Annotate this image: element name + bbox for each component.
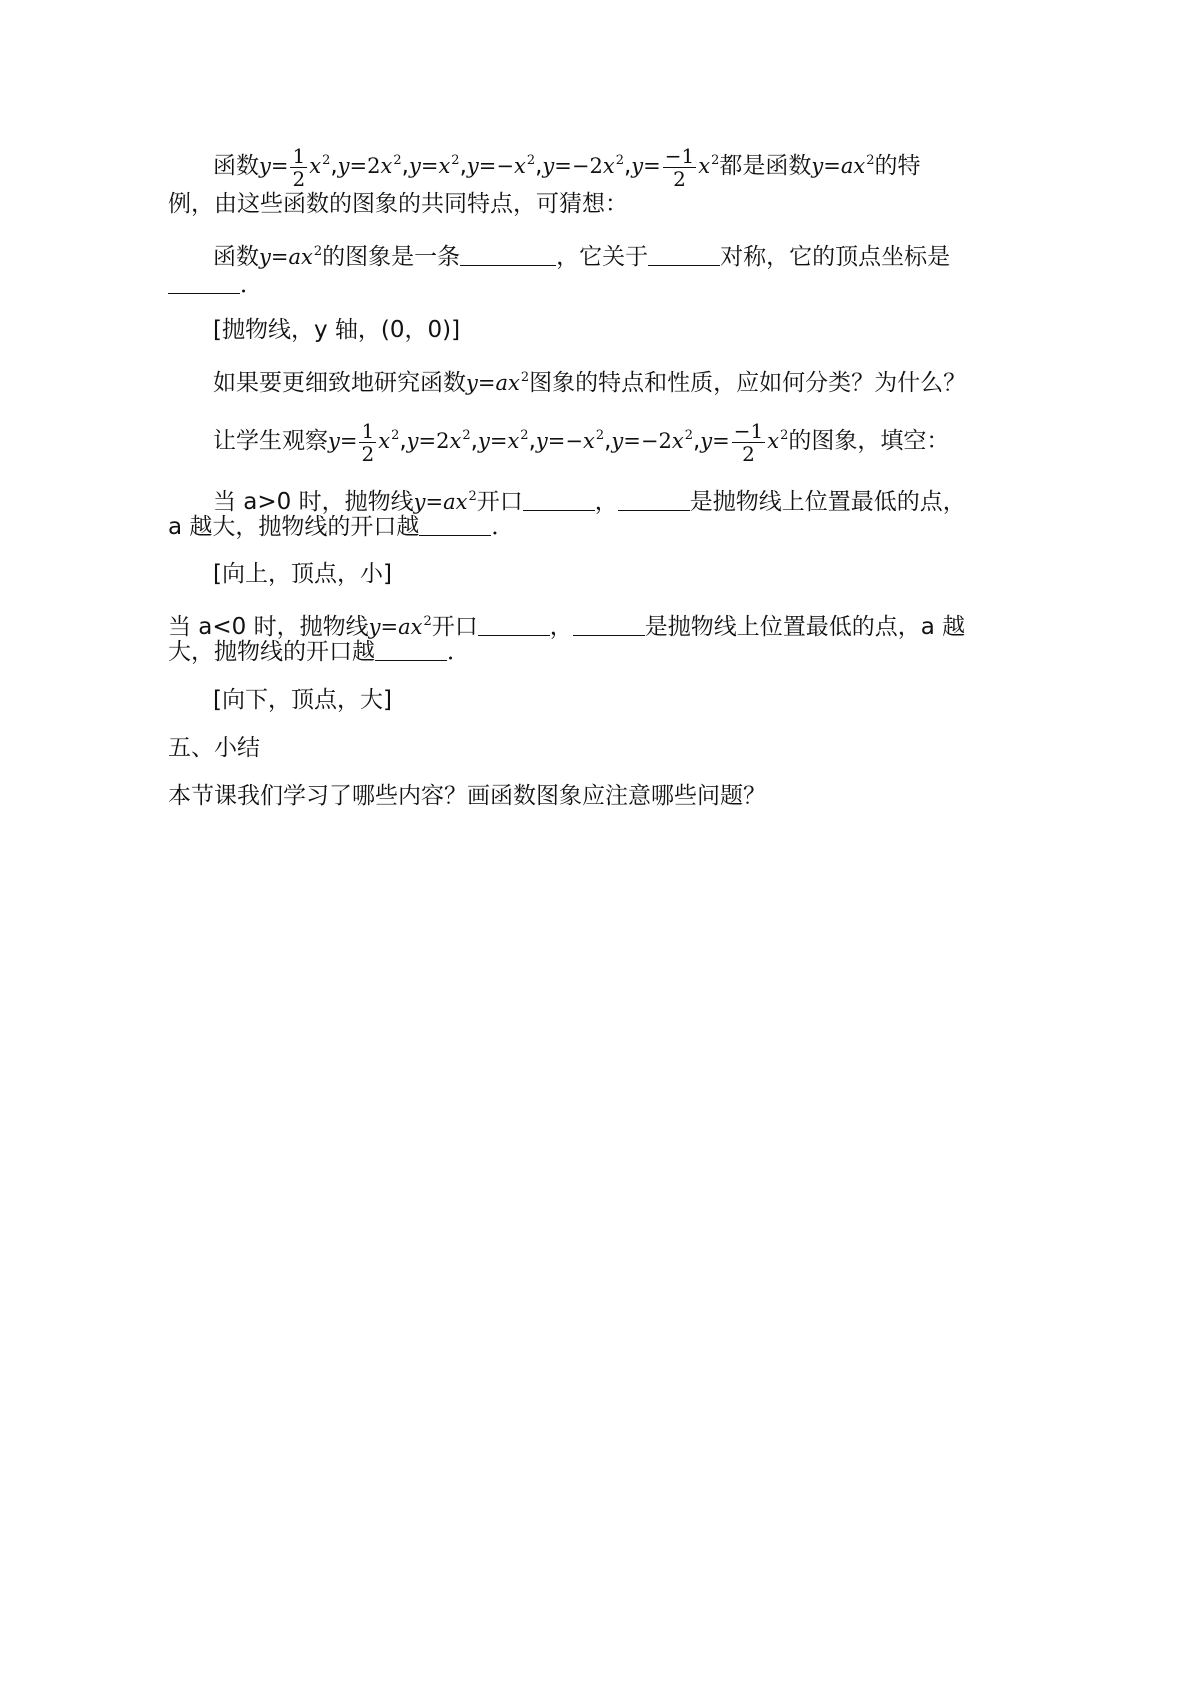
formula-3: $y=x^2$ <box>477 428 529 453</box>
observe-line: 让学生观察y= $\frac{1}{2}$ $x^2,y=2x^2,y=x^2,y=-x^2,y=-2x^2,y=$ $\frac{-1}{2}$ $x^2$的图象，填空： <box>213 419 950 466</box>
negative-a-line-2: 大，抛物线的开口越 ． <box>168 639 470 665</box>
answer-blank-axis[interactable] <box>648 243 720 266</box>
answer-key-2: [向上，顶点，小] <box>213 561 392 587</box>
positive-a-line-1: 当 a>0 时，抛物线$y=ax^2$开口 ， 是抛物线上位置最低的点， <box>213 489 966 515</box>
conjecture-line-2: ． <box>168 270 263 300</box>
intro-lead: 函数 <box>213 153 259 179</box>
answer-key-1: [抛物线，y 轴，(0，0)] <box>213 317 461 343</box>
formula-5: $y=-2x^2$ <box>542 153 624 178</box>
section-heading-summary: 五、小结 <box>168 735 260 761</box>
answer-blank-lowest[interactable] <box>618 488 690 511</box>
answer-blank-direction[interactable] <box>523 488 595 511</box>
question-classify: 如果要更细致地研究函数$y=ax^2$图象的特点和性质，应如何分类？为什么？ <box>213 370 967 396</box>
formula-3: $y=x^2$ <box>408 153 460 178</box>
answer-key-3: [向下，顶点，大] <box>213 687 392 713</box>
intro-line-1: 函数y= $\frac{1}{2}$ $x^2,y=2x^2,y=x^2,y=-x^2,y=-2x^2,y=$ $\frac{-1}{2}$ $x^2$都是函数$y=ax^2$的特 <box>213 144 921 191</box>
formula-general: $y=ax^2$ <box>368 614 432 639</box>
conjecture-line-1: 函数$y=ax^2$的图象是一条 ，它关于 对称，它的顶点坐标是 <box>213 244 951 270</box>
answer-blank-lowest[interactable] <box>573 613 645 636</box>
formula-1: y= $\frac{1}{2}$ $x^2$ <box>328 419 400 466</box>
formula-1: y= $\frac{1}{2}$ $x^2$ <box>259 144 331 191</box>
formula-6: y= $\frac{-1}{2}$ $x^2$ <box>700 419 789 466</box>
formula-4: $y=-x^2$ <box>466 153 536 178</box>
intro-line-2: 例，由这些函数的图象的共同特点，可猜想： <box>168 191 628 217</box>
formula-general: $y=ax^2$ <box>811 153 875 178</box>
answer-blank-shape[interactable] <box>460 243 556 266</box>
formula-2: $y=2x^2$ <box>337 153 402 178</box>
answer-blank-width[interactable] <box>419 513 491 536</box>
formula-4: $y=-x^2$ <box>535 428 605 453</box>
answer-blank-vertex[interactable] <box>168 271 240 294</box>
positive-a-line-2: a 越大，抛物线的开口越 ． <box>168 514 515 540</box>
formula-2: $y=2x^2$ <box>406 428 471 453</box>
answer-blank-width[interactable] <box>375 638 447 661</box>
negative-a-line-1: 当 a<0 时，抛物线$y=ax^2$开口 ， 是抛物线上位置最低的点，a 越 <box>168 614 966 640</box>
formula-5: $y=-2x^2$ <box>611 428 693 453</box>
formula-6: y= $\frac{-1}{2}$ $x^2$ <box>631 144 720 191</box>
summary-question: 本节课我们学习了哪些内容？画函数图象应注意哪些问题？ <box>168 783 766 809</box>
answer-blank-direction[interactable] <box>478 613 550 636</box>
formula-general: $y=ax^2$ <box>259 244 323 269</box>
formula-general: $y=ax^2$ <box>466 370 530 395</box>
formula-general: $y=ax^2$ <box>413 489 477 514</box>
